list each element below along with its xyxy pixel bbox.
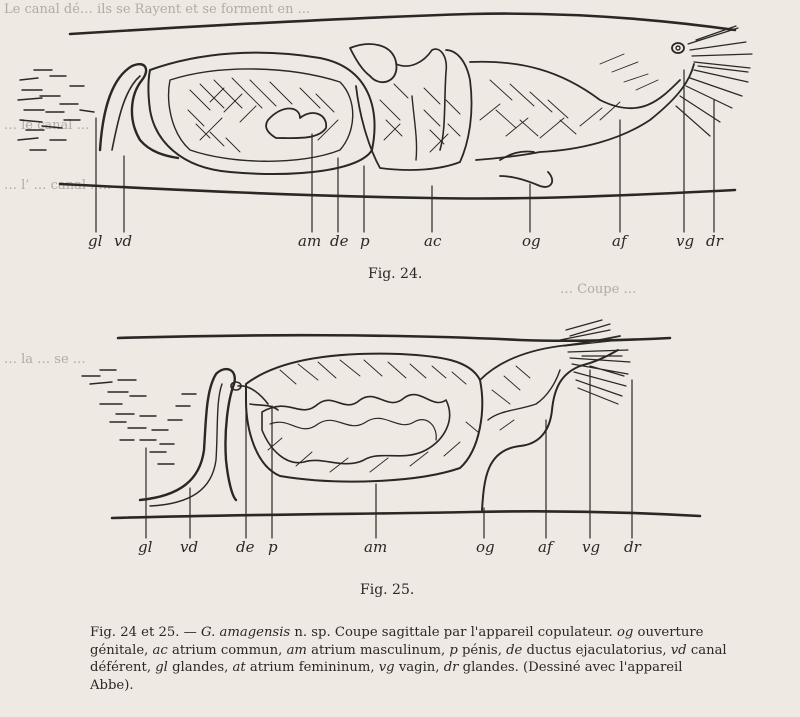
fig24-label-vg: vg [676, 232, 695, 250]
figure-24-drawing [0, 0, 800, 265]
fig25-caption: Fig. 25. [360, 582, 415, 598]
legend-abbr-de: de [506, 642, 523, 658]
figure-25-drawing [0, 300, 800, 600]
figure-legend [90, 624, 730, 694]
legend-abbr-am: am [286, 642, 307, 658]
legend-def-gl: glandes, [167, 660, 233, 675]
fig24-label-gl: gl [88, 232, 103, 250]
legend-abbr-gl: gl [155, 660, 168, 675]
glandes-dashes [82, 370, 196, 464]
legend-abbr-dr: dr [443, 660, 459, 675]
fig24-label-dr: dr [706, 232, 723, 250]
show-through-text: … la … se … [4, 352, 86, 367]
vagin [482, 350, 618, 510]
vagin-opening [672, 43, 684, 53]
fig25-label-og: og [476, 538, 495, 556]
ventral-outline [112, 511, 700, 518]
dorsal-outline [118, 335, 670, 341]
fig25-label-dr: dr [624, 538, 641, 556]
legend-abbr-og: og [616, 625, 634, 640]
fig25-label-gl: gl [138, 538, 153, 556]
legend-def-p: pénis, [457, 642, 507, 658]
legend-def-de: ductus ejaculatorius, [522, 642, 671, 658]
fig25-label-vd: vd [180, 538, 199, 556]
show-through-text: … Coupe … [560, 282, 637, 297]
legend-def-ac: atrium commun, [167, 642, 287, 658]
legend-genus: G. amagensis [201, 625, 291, 640]
glandes-dashes [18, 70, 94, 150]
legend-def-vd: canal déférent, [90, 642, 727, 675]
legend-abbr-vd: vd [670, 642, 687, 658]
leader-lines [96, 70, 714, 232]
legend-def-vg: vagin, [394, 660, 444, 675]
show-through-text: … l’ … canal . … [4, 178, 112, 193]
ouverture-genitale [500, 151, 552, 186]
fig24-label-vd: vd [114, 232, 133, 250]
fig24-label-p: p [360, 232, 370, 250]
ventral-outline [60, 184, 735, 199]
atrium-masculinum-outline [246, 354, 482, 482]
legend-abbr-ac: ac [152, 642, 168, 658]
fig24-label-ac: ac [424, 232, 442, 250]
show-through-text: Le canal dé… ils se Rayent et se forment en ... [4, 2, 311, 17]
dorsal-outline [70, 14, 735, 34]
legend-def-dr: glandes. (Dessiné avec l'appareil Abbe). [90, 660, 683, 693]
fig24-label-de: de [330, 232, 349, 250]
legend-abbr-p: p [449, 642, 458, 658]
fig25-label-vg: vg [582, 538, 601, 556]
legend-intro: n. sp. Coupe sagittale par l'appareil copulateur. [290, 625, 613, 640]
legend-def-am: atrium masculinum, [306, 642, 450, 658]
legend-abbr-vg: vg [378, 660, 395, 675]
fig25-label-af: af [538, 538, 553, 556]
legend-abbr-at: at [232, 660, 246, 675]
legend-def-at: atrium femininum, [245, 660, 379, 675]
fig24-caption: Fig. 24. [368, 266, 423, 282]
fig24-label-af: af [612, 232, 627, 250]
legend-lead: Fig. 24 et 25. — [90, 625, 202, 640]
atrium-masculinum-outline [149, 53, 375, 174]
fig24-label-og: og [522, 232, 541, 250]
penis [266, 109, 326, 139]
fig25-label-p: p [268, 538, 278, 556]
fig25-label-de: de [236, 538, 255, 556]
show-through-text: … le canal … [4, 118, 90, 133]
atrium-folds [262, 395, 450, 464]
fig24-label-am: am [298, 232, 322, 250]
legend-def-og: ouverture génitale, [90, 625, 704, 658]
fig25-label-am: am [364, 538, 388, 556]
canal-deferent [140, 369, 236, 500]
